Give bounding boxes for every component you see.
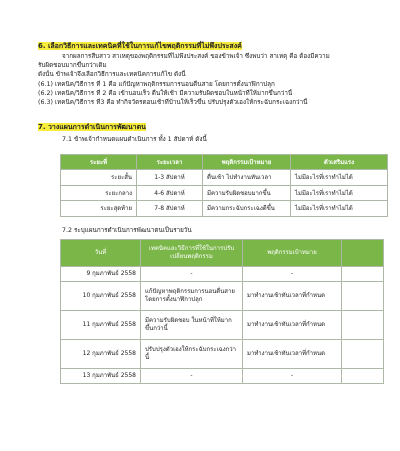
table-cell: 12 กุมภาพันธ์ 2558 (61, 340, 141, 369)
table-row (61, 340, 384, 369)
table-cell: 4-6 สัปดาห์ (137, 185, 203, 201)
section6-line-4: (6.1) เทคนิค/วิธีการ ที่ 1 คือ แก้ปัญหาพฤติกรรมการนอนตื่นสาย โดยการตั้งนาฬิกาปลุก (38, 81, 275, 88)
table-row (61, 369, 384, 384)
column-header: ตัวเสริมแรง (291, 155, 388, 170)
column-header: ระยะเวลา (137, 155, 203, 170)
table-cell: 1-3 สัปดาห์ (137, 170, 203, 186)
table-cell: - (141, 267, 243, 282)
table-row (61, 267, 384, 282)
table-cell: 9 กุมภาพันธ์ 2558 (61, 267, 141, 282)
table-cell: ไม่มีอะไรที่เราทำไม่ได้ (291, 170, 388, 186)
table-cell: ไม่มีอะไรที่เราทำไม่ได้ (291, 201, 388, 217)
table-cell: มาทำงานเช้าทันเวลาที่กำหนด (243, 340, 342, 369)
table-row (61, 170, 388, 186)
table-row (61, 201, 388, 217)
section6-line-5: (6.2) เทคนิค/วิธีการ ที่ 2 คือ เข้านอนเร็ว ตื่นให้เช้า มีความรับผิดชอบในหน้าที่ให้มากขึ้นกว่านี้ (38, 90, 293, 97)
table-row (61, 282, 384, 311)
table-cell: 10 กุมภาพันธ์ 2558 (61, 282, 141, 311)
column-header: เทคนิคและวิธีการที่ใช้ในการปรับเปลี่ยนพฤติกรรม (141, 240, 243, 267)
table-cell: มีความรับผิดชอบ ในหน้าที่ให้มากขึ้นกว่านี้ (141, 311, 243, 340)
table-cell: ระยะสุดท้าย (61, 201, 137, 217)
table-cell (342, 340, 384, 369)
table-cell: 13 กุมภาพันธ์ 2558 (61, 369, 141, 384)
table-cell: - (243, 369, 342, 384)
section6-line-6: (6.3) เทคนิค/วิธีการ ที่3 คือ ทำกิจวัตรตอนเช้าที่บ้านให้เร็วขึ้น ปรับปรุงตัวเองให้กระฉับกระเฉงกว่านี้ (38, 99, 308, 106)
table-cell: ระยะสั้น (61, 170, 137, 186)
section7-heading: 7. วางแผนการดำเนินการพัฒนาตน (38, 123, 146, 131)
weekly-plan-table (60, 154, 388, 217)
table-cell: มีความกระฉับกระเฉงดีขึ้น (203, 201, 291, 217)
table-cell (342, 267, 384, 282)
table-cell: แก้ปัญหาพฤติกรรมการนอนตื่นสาย โดยการตั้งนาฬิกาปลุก (141, 282, 243, 311)
section7-sub2: 7.2 ระบุแผนการดำเนินการพัฒนาตนเป็นรายวัน (62, 227, 192, 234)
table-cell: ปรับปรุงตัวเองให้กระฉับกระเฉงกว่านี้ (141, 340, 243, 369)
section6-line-2: รับผิดชอบมากขึ้นกว่าเดิม (38, 62, 107, 69)
table-header-row (61, 240, 384, 267)
table-cell: 7-8 สัปดาห์ (137, 201, 203, 217)
daily-plan-table (60, 239, 384, 384)
table-cell: - (141, 369, 243, 384)
section7-sub1: 7.1 ข้าพเจ้ากำหนดแผนดำเนินการ ทั้ง 1 สัปดาห์ ดังนี้ (62, 136, 207, 143)
section6-line-3: ดังนั้น ข้าพเจ้าจึงเลือกวิธีการและเทคนิคการแก้ไข ดังนี้ (38, 71, 186, 78)
table-cell (342, 311, 384, 340)
table-cell: 11 กุมภาพันธ์ 2558 (61, 311, 141, 340)
table-cell: ตื่นเช้า ไปทำงานทันเวลา (203, 170, 291, 186)
column-header: พฤติกรรมเป้าหมาย (243, 240, 342, 267)
column-header: พฤติกรรมเป้าหมาย (203, 155, 291, 170)
table-row (61, 185, 388, 201)
table-cell: มีความรับผิดชอบมากขึ้น (203, 185, 291, 201)
column-header: ระยะที่ (61, 155, 137, 170)
table-cell: - (243, 267, 342, 282)
table-cell (342, 369, 384, 384)
table-cell: ไม่มีอะไรที่เราทำไม่ได้ (291, 185, 388, 201)
table-cell (342, 282, 384, 311)
table-cell: มาทำงานเช้าทันเวลาที่กำหนด (243, 311, 342, 340)
table-cell: ระยะกลาง (61, 185, 137, 201)
table-header-row (61, 155, 388, 170)
table-row (61, 311, 384, 340)
section6-heading: 6. เลือกวิธีการและเทคนิคที่ใช้ในการแก้ไขพฤติกรรมที่ไม่พึงประสงค์ (38, 42, 242, 50)
column-header (342, 240, 384, 267)
section6-line-1: จากผลการสืบสาว สาเหตุของพฤติกรรมที่ไม่พึงประสงค์ ของข้าพเจ้า ซึ่งพบว่า สาเหตุ คือ ต้องมีความ (62, 53, 330, 60)
column-header: วันที่ (61, 240, 141, 267)
table-cell: มาทำงานเช้าทันเวลาที่กำหนด (243, 282, 342, 311)
